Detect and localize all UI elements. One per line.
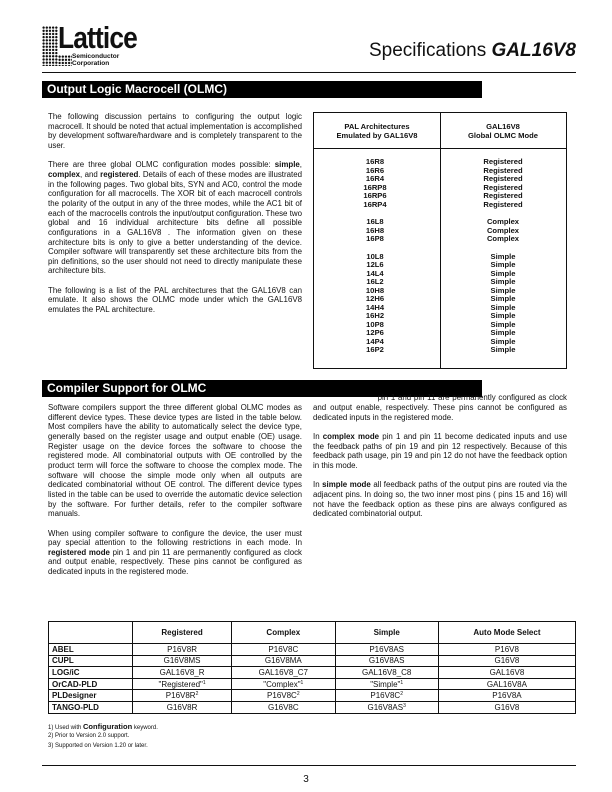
paragraph: [48, 528, 302, 577]
device-type: GAL16V8A: [486, 679, 527, 689]
compiler-name: TANGO-PLD: [49, 701, 133, 713]
compiler-device-table: [48, 621, 576, 714]
text: simple mode: [322, 480, 371, 490]
paragraph: [313, 480, 567, 519]
device-type-cell: [335, 678, 438, 690]
footnote-ref: 2: [195, 691, 199, 698]
device-type: GAL16V8_C7: [258, 667, 308, 677]
pal-architecture: 10H8: [365, 285, 385, 295]
footnote-3: 3) Supported on Version 1.20 or later.: [48, 743, 148, 749]
device-type: GAL16V8: [489, 667, 525, 677]
device-type-cell: [133, 667, 232, 679]
olmc-mode: Complex: [486, 234, 520, 243]
pal-architecture: 16R6: [365, 165, 385, 175]
logo-dot-grid-icon: [42, 26, 58, 66]
text: 1) Used with: [48, 725, 84, 731]
table-row: [49, 667, 576, 679]
device-type-cell: [133, 655, 232, 667]
olmc-mode: Registered: [483, 174, 523, 183]
device-type-cell: [232, 701, 335, 713]
device-type-cell: [133, 644, 232, 656]
olmc-mode: Simple: [490, 345, 516, 354]
device-type: G16V8MS: [163, 656, 201, 666]
text: Global OLMC Mode: [467, 130, 539, 140]
device-type-cell: [438, 701, 575, 713]
table-row: [49, 655, 576, 667]
pal-architecture: 10L8: [366, 251, 384, 261]
pal-architecture-table: [313, 112, 567, 369]
olmc-mode: Simple: [490, 268, 516, 278]
text: keyword.: [132, 725, 158, 731]
device-type: P16V8C: [267, 691, 297, 701]
device-type-cell: [438, 667, 575, 679]
text: Configuration: [83, 722, 133, 731]
olmc-mode: Registered: [483, 165, 523, 175]
device-type: P16V8C: [370, 691, 401, 701]
compiler-text-right-body: [313, 432, 567, 529]
olmc-mode: Simple: [490, 260, 516, 269]
text: complex: [48, 169, 81, 179]
pal-architecture: 16RP8: [363, 182, 387, 192]
text: ,: [299, 160, 302, 170]
footnote-ref: 1: [300, 679, 304, 686]
table-row: [49, 690, 576, 702]
device-type: G16V8: [494, 656, 520, 666]
footnote-2: 2) Prior to Version 2.0 support.: [48, 733, 130, 739]
paragraph: [313, 432, 567, 471]
pal-architecture: 16RP4: [363, 199, 387, 209]
device-type: G16V8AS: [368, 656, 405, 666]
header-cell: Simple: [335, 622, 438, 644]
device-type-cell: [335, 655, 438, 667]
text: , and: [80, 169, 101, 179]
device-type: G16V8: [494, 702, 520, 712]
device-type-cell: [232, 667, 335, 679]
pal-architecture: 16RP6: [363, 191, 387, 200]
pal-architecture: 16H8: [365, 225, 385, 235]
text: pin 1 and pin 11 become dedicated inputs and use the feedback paths of pin 19 and pin 12 respectively. Because of this feedback path usage, pin 19 and pin 12 do not have the feedback option in this mode.: [313, 432, 567, 470]
paragraph-continued: [313, 374, 567, 422]
device-type: P16V8: [494, 644, 519, 654]
text: all feedback paths of the output pins are routed via the adjacent pins. In doing so, the two inner most pins ( pins 15 and 16) will not have the feedback option as these pins are always configured as dedicated combinatorial output.: [313, 480, 567, 519]
spec-part: GAL16V8: [491, 40, 576, 61]
device-type-cell: [335, 667, 438, 679]
compiler-text-left: [48, 403, 302, 577]
olmc-mode: Simple: [490, 277, 516, 286]
device-type-cell: [232, 678, 335, 690]
olmc-mode: Simple: [490, 328, 516, 337]
olmc-mode: Registered: [483, 199, 523, 209]
olmc-mode: Simple: [490, 302, 516, 312]
footnote-ref: 3: [403, 702, 406, 709]
section-heading-olmc: Output Logic Macrocell (OLMC): [42, 81, 482, 98]
pal-architecture: 14P4: [366, 336, 384, 346]
footnote-ref: 1: [202, 679, 206, 686]
compiler-text-continued: [313, 393, 567, 423]
olmc-mode: Registered: [483, 182, 523, 192]
device-type-cell: [133, 690, 232, 702]
device-type-cell: [438, 644, 575, 656]
device-type-cell: [232, 690, 335, 702]
footnote-ref: 1: [400, 679, 404, 686]
device-type-cell: [438, 678, 575, 690]
page-number: 3: [303, 774, 309, 785]
logo-name: Lattice: [58, 20, 137, 55]
paragraph: Software compilers support the three different global OLMC modes as different device types. These device types are listed in the table below. Most compilers have the ability to automatically select the device type, generally based on the register usage and output enable (OE) usage. Register usage on the device forces the software to choose the registered mode. All combinatorial outputs with OE controlled by the product term will force the software to choose the complex mode. The software will choose the simple mode only when all outputs are dedicated combinatorial without OE control. The different device types listed in the table can be used to override the automatic device selection by the software. For further details, refer to the compiler software manuals.: [48, 403, 302, 519]
footnote-ref: 2: [400, 691, 403, 698]
footer-rule: [42, 765, 576, 766]
header-cell: [314, 122, 440, 140]
footnote-1: [48, 722, 158, 731]
compiler-name: PLDesigner: [49, 690, 133, 702]
olmc-mode: Simple: [490, 285, 516, 295]
compiler-name: LOG/iC: [49, 667, 133, 679]
lattice-logo: [42, 20, 152, 68]
device-type: GAL16V8_R: [159, 667, 205, 677]
device-type-cell: [335, 644, 438, 656]
olmc-mode: Simple: [490, 336, 516, 346]
pal-architecture: 12P6: [366, 328, 384, 337]
olmc-mode: Simple: [490, 294, 516, 303]
table-row: [49, 701, 576, 713]
text: Emulated by GAL16V8: [336, 130, 418, 140]
section-heading-compiler: Compiler Support for OLMC: [42, 380, 482, 397]
olmc-text: [48, 112, 302, 324]
footnote-ref: 2: [296, 691, 300, 698]
logo-sub2: Corporation: [72, 60, 110, 67]
compiler-name: CUPL: [49, 655, 133, 667]
pal-architecture: 14L4: [366, 268, 384, 278]
pal-architecture: 14H4: [365, 302, 385, 312]
pal-architecture: 16L2: [366, 277, 384, 286]
text: In: [313, 432, 323, 441]
olmc-mode: Simple: [490, 311, 516, 320]
text: There are three global OLMC configuration modes possible:: [48, 160, 275, 170]
device-type-cell: [232, 655, 335, 667]
paragraph: The following is a list of the PAL architectures that the GAL16V8 can emulate. It also shows the OLMC mode under which the GAL16V8 emulates the PAL architecture.: [48, 285, 302, 315]
device-type-cell: [438, 655, 575, 667]
device-type-cell: [335, 690, 438, 702]
device-type: G16V8C: [267, 702, 299, 712]
header-cell: Complex: [232, 622, 335, 644]
pal-architecture: 12L6: [366, 260, 384, 269]
olmc-mode: Registered: [483, 191, 523, 200]
device-type-cell: [438, 690, 575, 702]
device-type: G16V8R: [166, 702, 198, 712]
text: pin 1 and pin 11 are permanently configured as clock and output enable, respectively. These pins cannot be configured as dedicated inputs in the registered mode.: [48, 547, 302, 577]
device-type: P16V8R: [165, 691, 196, 701]
text: pin 1 and pin 11 are permanently configured as clock and output enable, respectively. These pins cannot be configured as dedicated inputs in the registered mode.: [313, 393, 567, 422]
device-type: GAL16V8_C8: [361, 667, 412, 677]
compiler-name: ABEL: [49, 644, 133, 656]
pal-architecture: 16P8: [366, 234, 384, 243]
pal-architecture: 16P2: [366, 345, 384, 354]
device-type: P16V8AS: [369, 644, 405, 654]
device-type: P16V8C: [268, 644, 299, 654]
text: registered: [100, 169, 139, 179]
text: simple: [274, 160, 300, 170]
olmc-mode: Registered: [483, 157, 523, 166]
pal-architecture: 16L8: [366, 217, 384, 226]
paragraph: The following discussion pertains to configuring the output logic macrocell. It should be noted that actual implementation is accomplished by development software/hardware and is completely transparent to the user.: [48, 112, 302, 150]
device-type: P16V8A: [492, 691, 522, 701]
text: . Details of each of these modes are illustrated in the following pages. Two global bits, SYN and AC0, control the mode configuration for all macrocells. The XOR bit of each macrocell controls the polarity of the output in any of the three modes, while the AC1 bit of each of the macrocells controls the input/output configuration. These two global and 16 individual architecture bits define all possible configurations in a GAL16V8 . The information given on these architecture bits is only to give a better understanding of the device. Compiler software will transparently set these architecture bits from the pin definitions, so the user should not need to directly manipulate these architecture bits.: [48, 169, 302, 276]
device-type: "Registered": [158, 679, 203, 689]
pal-architecture: 16R8: [365, 157, 385, 166]
paragraph: [48, 160, 302, 276]
pal-architecture: 10P8: [366, 319, 384, 329]
text: complex mode: [322, 432, 380, 441]
text: registered mode: [48, 547, 110, 557]
olmc-mode: Simple: [490, 319, 516, 329]
pal-architecture: 16R4: [365, 174, 385, 183]
pal-architecture: 12H6: [365, 294, 385, 303]
device-type-cell: [335, 701, 438, 713]
pal-architecture: 16H2: [365, 311, 385, 320]
logo-subtitle: [72, 53, 119, 67]
device-type: "Simple": [370, 679, 401, 689]
device-type: G16V8MA: [264, 656, 302, 666]
header-cell: Auto Mode Select: [438, 622, 575, 644]
device-type: "Complex": [263, 679, 301, 689]
olmc-mode: Complex: [486, 225, 520, 235]
table-header-row: [49, 622, 576, 644]
logo-dot-grid-icon: [58, 55, 72, 66]
spec-label: Specifications: [369, 40, 487, 61]
device-type: G16V8AS: [367, 702, 404, 712]
divider: [440, 113, 441, 368]
header-cell: [49, 622, 133, 644]
header-cell: [440, 122, 566, 140]
text: GAL16V8: [486, 121, 520, 131]
text: In: [313, 480, 323, 490]
device-type-cell: [133, 678, 232, 690]
compiler-name: OrCAD-PLD: [49, 678, 133, 690]
table-row: [49, 678, 576, 690]
text: When using compiler software to configure the device, the user must pay special attention to the following restrictions in each mode. In: [48, 528, 302, 548]
text: PAL Architectures: [344, 121, 410, 131]
device-type: P16V8R: [167, 644, 197, 654]
device-type-cell: [232, 644, 335, 656]
table-row: [49, 644, 576, 656]
device-type-cell: [133, 701, 232, 713]
page-title: [369, 40, 576, 62]
olmc-mode: Complex: [486, 217, 520, 226]
header-cell: Registered: [133, 622, 232, 644]
logo-sub1: Semiconductor: [72, 53, 120, 60]
header-rule: [42, 72, 576, 73]
olmc-mode: Simple: [490, 251, 516, 261]
